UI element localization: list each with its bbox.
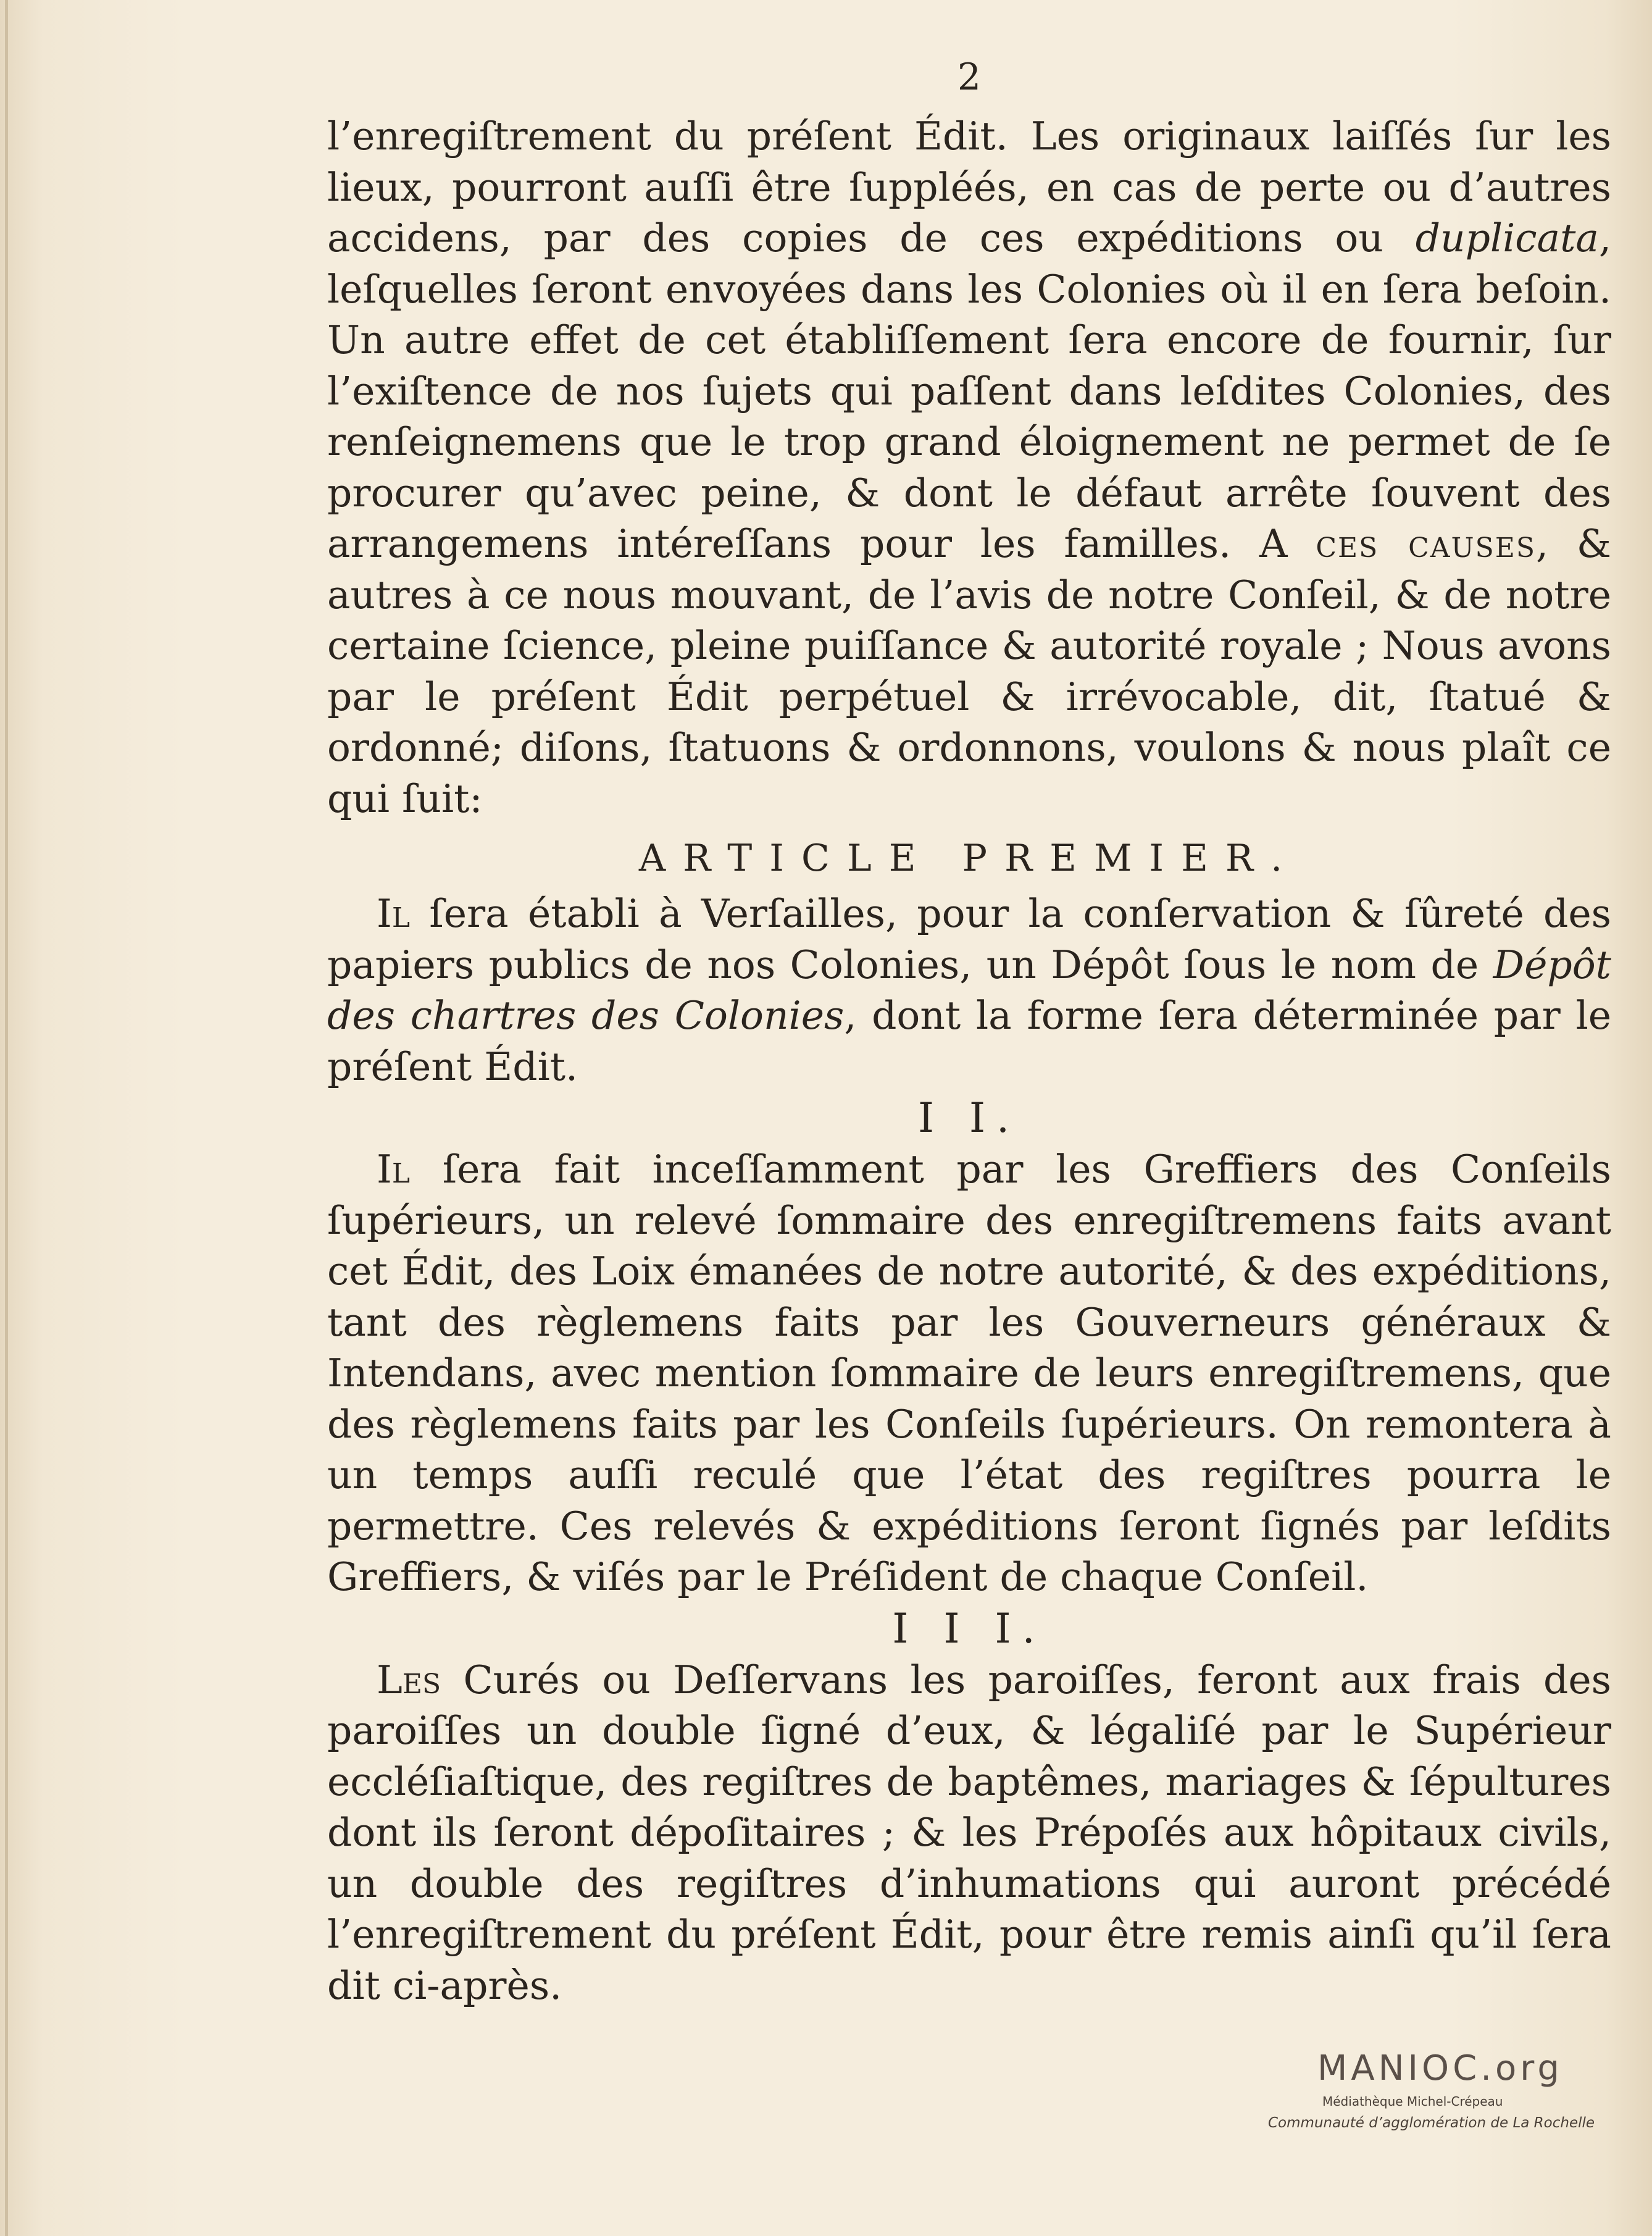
article-3-paragraph xyxy=(327,1655,1611,2012)
intro-text-1: l’enregiſtrement du préſent Édit. Les originaux laiſſés ſur les lieux, pourront auſſi être ſuppléés, en cas de perte ou d’autres accidens, par des copies de ces expéditions ou xyxy=(327,114,1611,261)
agglomeration-name: Communauté d’agglomération de La Rochelle xyxy=(1268,2115,1595,2131)
article-1-italic: Dépôt des chartres des Colonies xyxy=(327,942,1611,1038)
article-3-text: Curés ou Deſſervans les paroiſſes, feront aux frais des paroiſſes un double ſigné d’eux, & légaliſé par le Supérieur eccléſiaſtique, des regiſtres de baptêmes, mariages & ſépultures dont ils ſeront dépoſitaires ; & les Prépoſés aux hôpitaux civils, un double des regiſtres d’inhumations qui auront précédé l’enregiſtrement du préſent Édit, pour être remis ainſi qu’il ſera dit ci-après. xyxy=(327,1657,1611,2008)
article-heading: ARTICLE PREMIER. xyxy=(638,837,1300,880)
article-1-text-b: , dont la forme ſera déterminée par le préſent Édit. xyxy=(327,993,1611,1089)
article-1-text-a: ſera établi à Verſailles, pour la conſervation & ſûreté des papiers publics de nos Colonies, un Dépôt ſous le nom de xyxy=(327,891,1611,987)
library-name: Médiathèque Michel-Crépeau xyxy=(1322,2094,1503,2109)
intro-text-2: , leſquelles ſeront envoyées dans les Colonies où il en ſera beſoin. Un autre effet de cet établiſſement ſera encore de fournir, ſur l’exiſtence de nos ſujets qui paſſent dans leſdites Colonies, des renſeignemens que le trop grand éloignement ne permet de ſe procurer qu’avec peine, & dont le défaut arrête ſouvent des arrangemens intéreſſans pour les familles. A xyxy=(327,216,1611,566)
article-2-paragraph xyxy=(327,1144,1611,1603)
intro-small-caps: ces causes xyxy=(1316,521,1537,566)
article-2-cap: Il xyxy=(377,1147,411,1192)
article-2-text: ſera fait inceſſamment par les Greffiers des Conſeils ſupérieurs, un relevé ſommaire des enregiſtremens faits avant cet Édit, des Loix émanées de notre autorité, & des expéditions, tant des règlemens faits par les Gouverneurs généraux & Intendans, avec mention ſommaire de leurs enregiſtremens, que des règlemens faits par les Conſeils ſupérieurs. On remontera à un temps auſſi reculé que l’état des regiſtres pourra le permettre. Ces relevés & expéditions ſeront ſignés par leſdits Greffiers, & viſés par le Préſident de chaque Conſeil. xyxy=(327,1147,1611,1599)
article-1-paragraph xyxy=(327,889,1611,1092)
article-1-cap: Il xyxy=(377,891,411,936)
intro-paragraph xyxy=(327,111,1611,824)
article-3-numeral: I I I. xyxy=(892,1604,1046,1652)
library-footer xyxy=(1268,2047,1614,2133)
document-body xyxy=(327,43,1611,2011)
binding-gutter xyxy=(5,0,8,2236)
manioc-logo: MANIOC.org xyxy=(1317,2048,1563,2088)
intro-text-3: , & autres à ce nous mouvant, de l’avis de notre Conſeil, & de notre certaine ſcience, pleine puiſſance & autorité royale ; Nous avons par le préſent Édit perpétuel & irrévocable, dit, ſtatué & ordonné; diſons, ſtatuons & ordonnons, voulons & nous plaît ce qui ſuit: xyxy=(327,521,1611,821)
intro-italic-duplicata: duplicata xyxy=(1415,216,1599,261)
article-3-cap: Les xyxy=(377,1657,441,1702)
page-number: 2 xyxy=(957,56,982,99)
article-2-numeral: I I. xyxy=(917,1094,1021,1142)
